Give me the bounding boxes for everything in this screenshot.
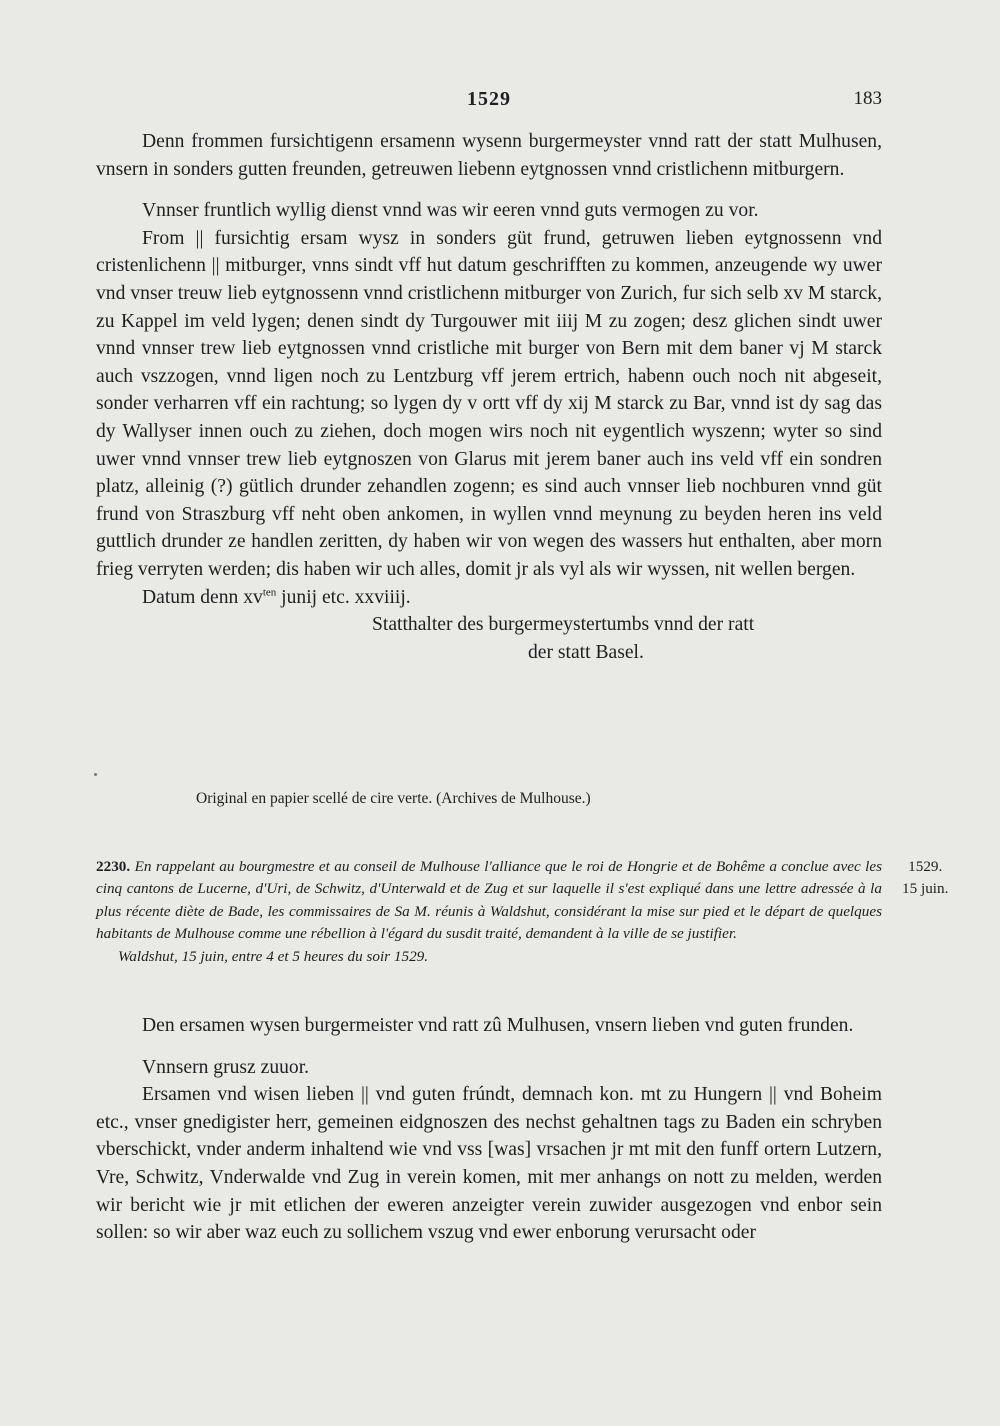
margin-day: 15 juin. (902, 880, 949, 898)
page-speck (94, 773, 97, 776)
page-number: 183 (853, 88, 882, 109)
letter-date: Datum denn $xv^{ten}$ junij etc. xxviiij. (142, 585, 411, 608)
letter-greeting: Vnnsern grusz zuuor. (142, 1056, 310, 1078)
running-year: 1529 (467, 88, 511, 110)
margin-date (902, 856, 948, 901)
entry-summary-text: En rappelant au bourgmestre et au conseil de Mulhouse l'alliance que le roi de Hongrie et de Bohême a conclue avec les cinq cantons de Lucerne, d'Uri, de Schwitz, d'Unterwald et de Zug et sur laquelle il s'est expliqué dans une lettre adressée à la plus récente diète de Bade, les commissaires de Sa M. réunis à Waldshut, considérant la mise sur pied et le départ de quelques habitants de Mulhouse comme une rébellion à l'égard du susdit traité, demandent à la ville de se justifier. (96, 858, 882, 943)
letter-waldshut (96, 1012, 882, 1247)
letter-body: Ersamen vnd wisen lieben || vnd guten frúndt, demnach kon. mt zu Hungern || vnd Boheim etc., vnser gnedigister herr, gemeinen eidgnoszen des nechst gehaltnen tags zu Baden ein schryben vberschickt, vnder anderm inhaltend wie vnd vss [was] vrsachen jr mt mit den funff ortern Lutzern, Vre, Schwitz, Vnderwalde vnd Zug in verein komen, mit mer anhangs on nott zu melden, werden wir bericht wie jr mit etlichen der eweren anzeigter verein zuwider ausgezogen vnd enbor sein sollen: so wir aber waz euch zu sollichem vszug vnd ewer enborung verursacht oder (96, 1084, 882, 1244)
letter-address: Den ersamen wysen burgermeister vnd ratt zû Mulhusen, vnsern lieben vnd guten frunden. (142, 1015, 854, 1036)
source-note: Original en papier scellé de cire verte. (Archives de Mulhouse.) (196, 790, 591, 807)
letter-body: From || fursichtig ersam wysz in sonders güt frund, getruwen lieben eytgnossenn vnd cristenlichenn || mitburger, vnns sindt vff hut datum geschrifften zu kommen, anzeugende wy uwer vnd vnser treuw lieb eytgnossenn vnnd cristlichenn mitburger von Zurich, fur sich selb xv M starck, zu Kappel im veld lygen; denen sindt dy Turgouwer mit iiij M zu zogen; desz glichen sindt uwer vnnd vnnser trew lieb eytgnossen vnnd cristliche mit burger von Bern mit dem baner vj M starck auch vszzogen, vnnd ligen noch zu Lentzburg vff jerem ertrich, habenn ouch noch nit abgeseit, sonder verharren vff ein rachtung; so lygen dy v ortt vff dy xij M starck zu Bar, vnnd ist dy sag das dy Wallyser innen ouch zu ziehen, doch mogen wirs noch nit eygentlich wyszenn; wyter so sind uwer vnnd vnnser trew lieb eytgnoszen von Glarus mit jerem baner auch ins veld vff ein sondren platz, alleinig (?) gütlich drunder zehandlen zogenn; es sind auch vnnser lieb nochburen vnnd güt frund von Straszburg vff neht oben ankomen, in wyllen vnnd meynung zu beyden heren ins veld guttlich drunder ze handlen zeritten, dy haben wir von wegen des wassers hut enthalten, aber morn frieg verryten werden; dis haben wir uch alles, domit jr als vyl als wir wyssen, nit wellen bergen. (96, 227, 882, 580)
signature-line: der statt Basel. (528, 641, 644, 663)
entry-place-date: Waldshut, 15 juin, entre 4 et 5 heures du soir 1529. (118, 947, 429, 965)
letter-greeting: Vnnser fruntlich wyllig dienst vnnd was wir eeren vnnd guts vermogen zu vor. (142, 200, 759, 222)
letter-basel (96, 128, 882, 666)
signature-line: Statthalter des burgermeystertumbs vnnd der ratt (372, 614, 755, 636)
entry-summary (96, 856, 882, 946)
document-entry (96, 856, 882, 968)
page-header (96, 88, 882, 118)
margin-year: 1529. (908, 858, 943, 875)
letter-address: Denn frommen fursichtigenn ersamenn wysenn burgermeyster vnnd ratt der statt Mulhusen, vnsern in sonders gutten freunden, getreuwen liebenn eytgnossen vnnd cristlichenn mitburgern. (96, 131, 882, 180)
entry-number: 2230. (96, 858, 131, 875)
